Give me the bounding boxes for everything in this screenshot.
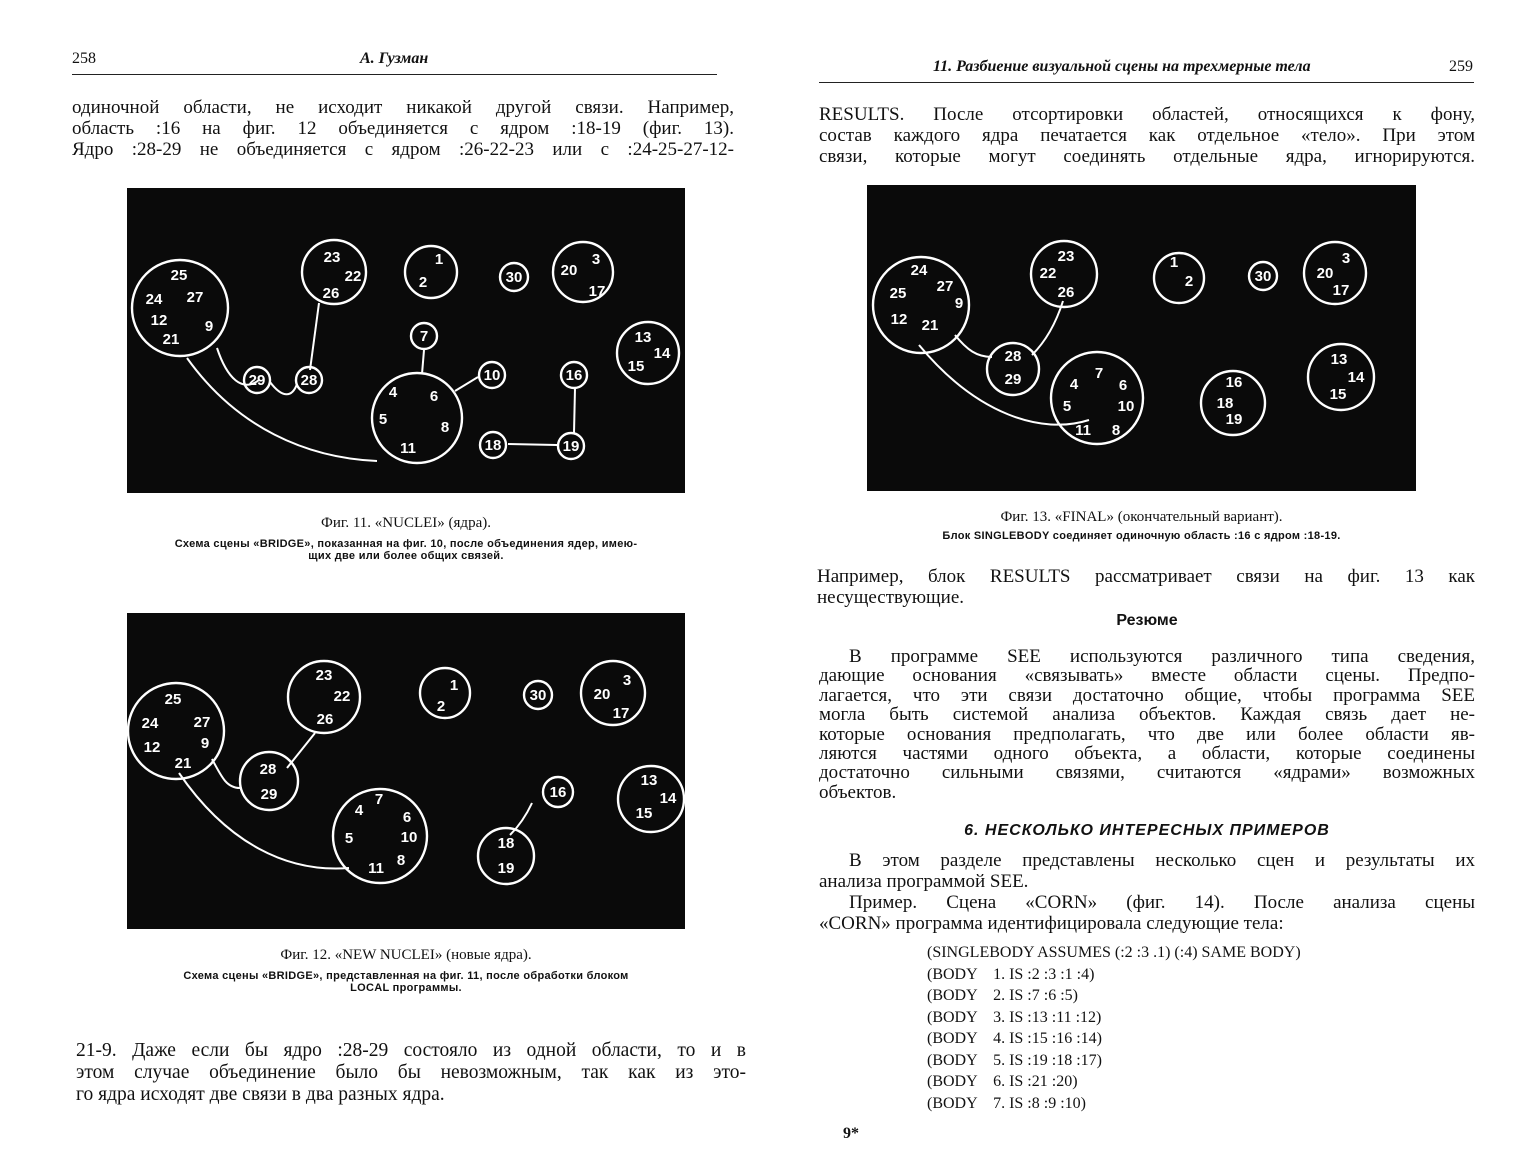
text-line: Например, блок RESULTS рассматривает связи на фиг. 13 как: [817, 566, 1475, 587]
edge: [1032, 301, 1063, 355]
node-label: 22: [333, 687, 351, 705]
node-label: 6: [429, 387, 439, 405]
node-label: 5: [344, 829, 354, 847]
node-label: 11: [400, 439, 416, 457]
edge: [574, 388, 575, 433]
edge: [212, 759, 240, 788]
node-label: 21: [174, 754, 192, 772]
node-label: 27: [936, 277, 954, 295]
node-label: 29: [260, 785, 278, 803]
node-label: 21: [921, 316, 939, 334]
right-top-paragraph: [819, 104, 1475, 167]
edge: [455, 377, 478, 391]
right-mid-paragraph: [817, 566, 1475, 608]
text-line: объектов.: [819, 781, 897, 803]
node-label: 8: [396, 851, 406, 869]
node-label: 4: [354, 801, 364, 819]
header-rule-right: [819, 82, 1474, 83]
listing-line: (BODY 1. IS :2 :3 :1 :4): [927, 965, 1095, 983]
caption-line: Схема сцены «BRIDGE», представленная на фиг. 11, после обработки блоком: [183, 970, 629, 982]
node-label: 20: [1316, 264, 1334, 282]
node-label: 30: [529, 686, 547, 704]
text-line: В программе SEE используются различного типа сведения,: [849, 646, 1475, 667]
node-label: 12: [890, 310, 908, 328]
node-label: 18: [497, 834, 515, 852]
node-label: 6: [402, 808, 412, 826]
node-label: 23: [1057, 247, 1075, 265]
page-number-right: 259: [1449, 58, 1473, 75]
node-label: 19: [497, 859, 515, 877]
node-label: 24: [145, 290, 163, 308]
node-label: 8: [1111, 421, 1121, 439]
resume-heading: Резюме: [1116, 612, 1178, 629]
page-number-left: 258: [72, 50, 96, 67]
text-line: связи, которые могут соединять отдельные ядра, игнорируются.: [819, 146, 1475, 167]
node-label: 20: [560, 261, 578, 279]
node-label: 18: [484, 436, 502, 454]
section-paragraph: [819, 850, 1475, 934]
figure-12-title: Фиг. 12. «NEW NUCLEI» (новые ядра).: [280, 947, 532, 963]
node-label: 1: [449, 676, 459, 694]
figure-13-graph: [867, 185, 1416, 491]
figure-11-graph: [127, 188, 685, 493]
node-label: 26: [322, 284, 340, 302]
listing-line: (BODY 2. IS :7 :6 :5): [927, 987, 1078, 1004]
node-label: 20: [593, 685, 611, 703]
node-label: 11: [368, 859, 384, 877]
running-head-right: 11. Разбиение визуальной сцены на трехмерные тела: [933, 58, 1311, 75]
node-label: 25: [170, 266, 188, 284]
node-label: 5: [1062, 397, 1072, 415]
node-label: 27: [193, 713, 211, 731]
text-line: этом случае объединение было бы невозможным, так как из это-: [76, 1062, 746, 1083]
node-label: 30: [505, 268, 523, 286]
node-label: 28: [300, 371, 318, 389]
node-label: 7: [419, 327, 429, 345]
figure-12-subtitle: [120, 970, 692, 994]
node-label: 29: [1004, 370, 1022, 388]
text-line: го ядра исходят две связи в два разных ядра.: [76, 1084, 445, 1105]
node-label: 16: [565, 366, 583, 384]
node-label: 10: [1117, 397, 1135, 415]
text-line: область :16 на фиг. 12 объединяется с ядром :18-19 (фиг. 13).: [72, 118, 734, 139]
node-label: 17: [588, 282, 606, 300]
figure-12-image: [127, 613, 685, 929]
node-label: 14: [653, 344, 671, 362]
node-label: 21: [162, 330, 180, 348]
figure-12-graph: [127, 613, 685, 929]
node-label: 19: [562, 437, 580, 455]
edge: [955, 335, 992, 357]
node-label: 2: [1184, 272, 1194, 290]
node-label: 22: [344, 267, 362, 285]
node-label: 23: [315, 666, 333, 684]
text-line: лагается, что эти связи достаточно общие, чтобы программа SEE: [819, 684, 1475, 706]
right-page: [769, 0, 1538, 1160]
text-line: «CORN» программа идентифицировала следующие тела:: [819, 913, 1284, 934]
edge: [422, 350, 424, 374]
node-label: 24: [910, 261, 928, 279]
node-label: 3: [622, 671, 632, 689]
node-label: 14: [659, 789, 677, 807]
node-label: 1: [1169, 253, 1179, 271]
listing-line: (BODY 4. IS :15 :16 :14): [927, 1030, 1102, 1047]
edge: [310, 303, 319, 370]
node-label: 17: [612, 704, 630, 722]
node-label: 22: [1039, 264, 1057, 282]
left-top-paragraph: [72, 97, 734, 160]
node-label: 1: [434, 250, 444, 268]
listing-line: (BODY 3. IS :13 :11 :12): [927, 1008, 1102, 1026]
node-label: 28: [259, 760, 277, 778]
node-label: 2: [418, 273, 428, 291]
node-label: 11: [1075, 421, 1091, 439]
caption-line: LOCAL программы.: [350, 982, 462, 994]
edge: [508, 444, 557, 445]
node-label: 5: [378, 410, 388, 428]
text-line: ляются частями одного объекта, а области, которые соединены: [819, 743, 1475, 765]
text-line: анализа программой SEE.: [819, 871, 1029, 892]
text-line: несуществующие.: [817, 587, 965, 608]
node-label: 3: [1341, 249, 1351, 267]
node-label: 6: [1118, 376, 1128, 394]
node-label: 10: [400, 828, 418, 846]
node-circle: [405, 246, 457, 298]
node-label: 12: [150, 311, 168, 329]
edge: [270, 382, 297, 394]
node-label: 28: [1004, 347, 1022, 365]
body-listing: [927, 942, 1301, 1114]
node-label: 4: [1069, 375, 1079, 393]
listing-line: (BODY 7. IS :8 :9 :10): [927, 1094, 1086, 1112]
node-label: 14: [1347, 368, 1365, 386]
text-line: которые основания предполагать, что две или более области яв-: [819, 723, 1475, 745]
text-line: одиночной области, не исходит никакой другой связи. Например,: [72, 97, 734, 118]
caption-line: Схема сцены «BRIDGE», показанная на фиг. 10, после объединения ядер, имею-: [174, 538, 638, 550]
node-label: 29: [248, 371, 266, 389]
left-bottom-paragraph: [76, 1040, 746, 1106]
node-label: 3: [591, 250, 601, 268]
node-label: 17: [1332, 281, 1350, 299]
node-label: 10: [483, 366, 501, 384]
listing-line: (BODY 6. IS :21 :20): [927, 1073, 1078, 1090]
node-label: 7: [1094, 364, 1104, 382]
figure-13-title: Фиг. 13. «FINAL» (окончательный вариант).: [1000, 509, 1283, 525]
text-line: RESULTS. После отсортировки областей, относящихся к фону,: [819, 104, 1475, 125]
edge: [187, 358, 377, 461]
text-line: дающие основания «связывать» вместе области сцены. Предпо-: [819, 665, 1475, 687]
text-line: В этом разделе представлены несколько сцен и результаты их: [849, 850, 1475, 871]
node-label: 16: [1225, 373, 1243, 391]
figure-11-image: [127, 188, 685, 493]
text-line: Ядро :28-29 не объединяется с ядром :26-22-23 или с :24-25-27-12-: [72, 139, 734, 160]
node-label: 15: [635, 804, 653, 822]
node-label: 24: [141, 714, 159, 732]
figure-13-image: [867, 185, 1416, 491]
node-label: 15: [627, 357, 645, 375]
node-label: 27: [186, 288, 204, 306]
node-label: 23: [323, 248, 341, 266]
signature-mark: 9*: [843, 1125, 859, 1142]
running-head-left: А. Гузман: [360, 50, 429, 67]
node-label: 13: [1330, 350, 1348, 368]
node-label: 16: [549, 783, 567, 801]
figure-11-subtitle: [120, 538, 692, 562]
listing-line: (SINGLEBODY ASSUMES (:2 :3 .1) (:4) SAME BODY): [927, 944, 1301, 961]
header-rule-left: [72, 74, 717, 75]
text-line: состав каждого ядра печатается как отдельное «тело». При этом: [819, 125, 1475, 146]
node-label: 26: [1057, 283, 1075, 301]
node-label: 30: [1254, 267, 1272, 285]
node-label: 2: [436, 697, 446, 715]
node-label: 12: [143, 738, 161, 756]
section-heading: 6. НЕСКОЛЬКО ИНТЕРЕСНЫХ ПРИМЕРОВ: [964, 822, 1330, 839]
node-label: 19: [1225, 410, 1243, 428]
node-label: 15: [1329, 385, 1347, 403]
node-label: 9: [204, 317, 214, 335]
node-label: 25: [164, 690, 182, 708]
caption-line: щих две или более общих связей.: [308, 550, 504, 562]
node-label: 7: [374, 790, 384, 808]
text-line: Пример. Сцена «CORN» (фиг. 14). После анализа сцены: [849, 892, 1475, 913]
node-label: 13: [634, 328, 652, 346]
text-line: достаточно сильными связями, считаются «ядрами» возможных: [819, 762, 1475, 784]
node-label: 25: [889, 284, 907, 302]
figure-11-title: Фиг. 11. «NUCLEI» (ядра).: [321, 515, 491, 531]
listing-line: (BODY 5. IS :19 :18 :17): [927, 1051, 1102, 1069]
node-circle: [1154, 253, 1204, 303]
node-label: 8: [440, 418, 450, 436]
text-line: могла быть системой анализа объектов. Каждая связь дает не-: [819, 704, 1475, 726]
text-line: 21-9. Даже если бы ядро :28-29 состояло из одной области, то и в: [76, 1040, 746, 1061]
figure-13-subtitle: Блок SINGLEBODY соединяет одиночную область :16 с ядром :18-19.: [942, 530, 1341, 542]
node-label: 26: [316, 710, 334, 728]
node-label: 9: [200, 734, 210, 752]
node-label: 18: [1216, 394, 1234, 412]
node-label: 13: [640, 771, 658, 789]
node-label: 9: [954, 294, 964, 312]
node-label: 4: [388, 383, 398, 401]
resume-paragraph: [819, 647, 1475, 802]
